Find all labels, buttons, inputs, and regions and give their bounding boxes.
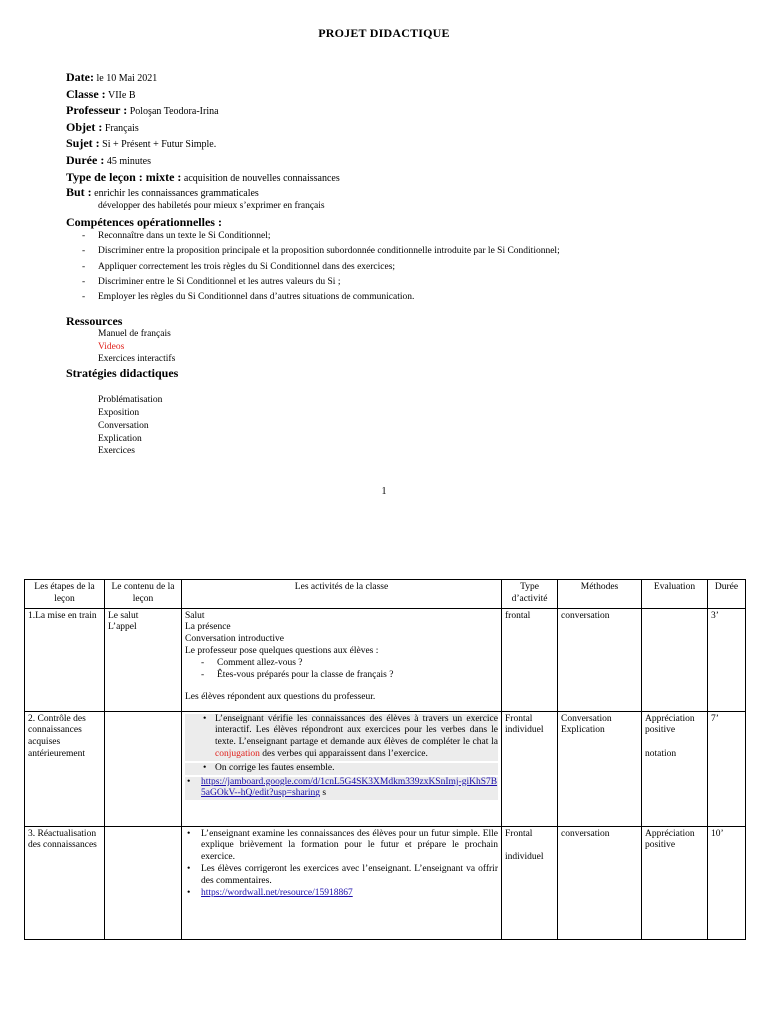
ressources-heading: Ressources: [66, 313, 123, 328]
table-row: [25, 608, 746, 711]
methode-line: Explication: [561, 725, 605, 736]
cell-etape: 3. Réactualisation des connaissances: [25, 826, 105, 939]
type-line: individuel: [505, 852, 544, 863]
cell-contenu: [105, 711, 182, 826]
strategies-list: [66, 394, 746, 458]
cell-methodes: [558, 711, 642, 826]
contenu-line: L’appel: [108, 622, 137, 633]
competence-item: - Reconnaître dans un texte le Si Conditionnel;: [66, 229, 746, 244]
but-label: But :: [66, 185, 92, 200]
activite-bullet: • L’enseignant examine les connaissances des élèves pour un futur simple. Elle explique brièvement la formation pour le futur et prépare le prochain exercice.: [185, 829, 498, 864]
competence-item: - Discriminer entre la proposition principale et la proposition subordonnée conditionnelle introduite par le Si Conditionnel;: [66, 244, 746, 259]
cell-evaluation: [642, 711, 708, 826]
link-item: [185, 888, 498, 900]
competence-item: - Appliquer correctement les trois règles du Si Conditionnel dans des exercices;: [66, 260, 746, 275]
sujet-label: Sujet :: [66, 136, 100, 151]
cell-methodes: conversation: [558, 826, 642, 939]
type-line: Frontal: [505, 828, 533, 839]
ressource-item: Manuel de français: [98, 328, 171, 339]
date-label: Date:: [66, 70, 94, 84]
link-list: [185, 777, 498, 801]
date-value: le 10 Mai 2021: [96, 73, 158, 84]
header-type: Type d’activité: [502, 580, 558, 609]
cell-contenu: [105, 608, 182, 711]
objet-value: Français: [104, 122, 139, 134]
header-methodes: Méthodes: [558, 580, 642, 609]
date-row: [66, 70, 746, 87]
link-item: [185, 777, 498, 801]
ressources-list: [66, 328, 746, 366]
table-header-row: [25, 580, 746, 609]
link-suffix: s: [322, 788, 327, 799]
classe-value: VIIe B: [108, 89, 136, 101]
question-item: - Êtes-vous préparés pour la classe de français ?: [185, 670, 498, 682]
activite-line: La présence: [185, 622, 231, 633]
activite-line: Salut: [185, 610, 205, 621]
activite-line: Le professeur pose quelques questions aux élèves :: [185, 645, 379, 656]
header-duree: Durée: [708, 580, 746, 609]
activite-line: Les élèves répondent aux questions du professeur.: [185, 692, 376, 703]
cell-etape: 2. Contrôle des connaissances acquises antérieurement: [25, 711, 105, 826]
but-row: [66, 186, 746, 200]
page-number: 1: [381, 486, 387, 497]
but-value-1: enrichir les connaissances grammaticales: [94, 188, 259, 200]
strategie-item: Exposition: [98, 407, 140, 418]
header-activites: Les activités de la classe: [182, 580, 502, 609]
ressource-item: Exercices interactifs: [98, 354, 176, 365]
table-row: [25, 826, 746, 939]
table-row: [25, 711, 746, 826]
wordwall-link[interactable]: https://wordwall.net/resource/15918867: [201, 887, 353, 898]
cell-methodes: conversation: [558, 608, 642, 711]
cell-activites: [182, 826, 502, 939]
activite-text: L’enseignant vérifie les connaissances des élèves à travers un exercice interactif. Les élèves répondront aux exercices pour les verbes dans le texte. L’enseignant partage et demande aux élèves de compléter le chat la: [215, 713, 498, 748]
evaluation-line: notation: [645, 749, 677, 760]
activite-line: Conversation introductive: [185, 634, 284, 645]
cell-type: [502, 826, 558, 939]
conjugation-word: conjugation: [215, 748, 260, 759]
but-value-2: développer des habiletés pour mieux s’exprimer en français: [98, 201, 325, 212]
strategies-heading: Stratégies didactiques: [66, 366, 179, 381]
cell-evaluation: Appréciation positive: [642, 826, 708, 939]
type-lecon-label: Type de leçon : mixte :: [66, 169, 182, 184]
cell-evaluation: [642, 608, 708, 711]
activite-bullet: • On corrige les fautes ensemble.: [185, 763, 498, 775]
cell-type: frontal: [502, 608, 558, 711]
duree-value: 45 minutes: [106, 155, 151, 167]
page-title: PROJET DIDACTIQUE: [318, 26, 450, 40]
questions-list: [185, 658, 498, 682]
cell-type: [502, 711, 558, 826]
activite-bullet: [185, 714, 498, 761]
professeur-row: [66, 103, 746, 120]
cell-activites: [182, 711, 502, 826]
duree-label: Durée :: [66, 152, 105, 167]
competences-list: [66, 229, 746, 306]
cell-duree: 10’: [708, 826, 746, 939]
ressource-item: Videos: [98, 341, 125, 352]
strategie-item: Exercices: [98, 446, 135, 457]
strategie-item: Problématisation: [98, 395, 163, 406]
activite-bullet: • Les élèves corrigeront les exercices avec l’enseignant. L’enseignant va offrir des commentaires.: [185, 864, 498, 888]
header-evaluation: Evaluation: [642, 580, 708, 609]
cell-activites: [182, 608, 502, 711]
competence-item: - Discriminer entre le Si Conditionnel et les autres valeurs du Si ;: [66, 275, 746, 290]
activite-text: des verbes qui apparaissent dans l’exercice.: [262, 748, 428, 759]
strategie-item: Explication: [98, 433, 142, 444]
strategie-item: Conversation: [98, 420, 149, 431]
competences-heading: Compétences opérationnelles :: [66, 214, 222, 229]
header-etapes: Les étapes de la leçon: [25, 580, 105, 609]
type-lecon-value: acquisition de nouvelles connaissances: [183, 172, 340, 184]
contenu-line: Le salut: [108, 610, 139, 621]
methode-line: Conversation: [561, 713, 612, 724]
type-lecon-row: [66, 170, 746, 187]
header-contenu: Le contenu de la leçon: [105, 580, 182, 609]
evaluation-line: Appréciation positive: [645, 713, 695, 736]
activites-list: [185, 829, 498, 900]
professeur-label: Professeur :: [66, 103, 128, 118]
classe-row: [66, 87, 746, 104]
lesson-table: [24, 579, 746, 940]
lesson-meta: [66, 70, 746, 458]
cell-etape: 1.La mise en train: [25, 608, 105, 711]
jamboard-link[interactable]: https://jamboard.google.com/d/1cnL5G4SK3XMdkm339zxKSnImj-giKhS7B5aGOkV--hQ/edit?usp=sharing: [201, 776, 498, 799]
type-line: individuel: [505, 725, 544, 736]
cell-contenu: [105, 826, 182, 939]
objet-row: [66, 120, 746, 137]
type-line: Frontal: [505, 713, 533, 724]
duree-row: [66, 153, 746, 170]
professeur-value: Poloşan Teodora-Irina: [129, 106, 219, 118]
cell-duree: 3’: [708, 608, 746, 711]
cell-duree: 7’: [708, 711, 746, 826]
objet-label: Objet :: [66, 119, 103, 134]
question-item: - Comment allez-vous ?: [185, 658, 498, 670]
classe-label: Classe :: [66, 86, 106, 101]
competence-item: - Employer les règles du Si Conditionnel dans d’autres situations de communication.: [66, 290, 746, 305]
sujet-row: [66, 136, 746, 153]
sujet-value: Si + Présent + Futur Simple.: [102, 139, 217, 151]
